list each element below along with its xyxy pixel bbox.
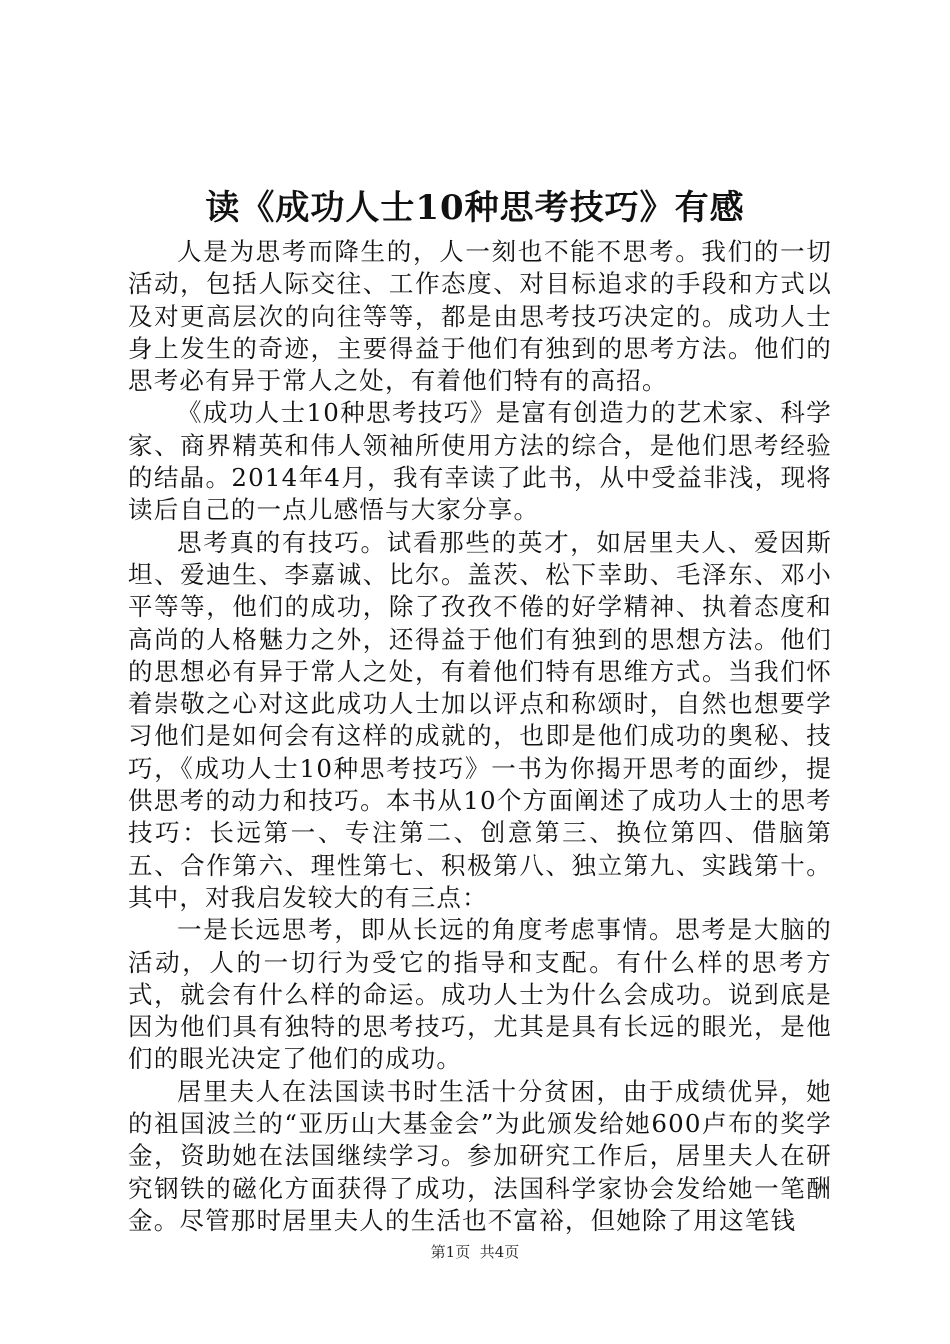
page-footer bbox=[0, 1242, 950, 1262]
footer-separator bbox=[470, 1243, 480, 1261]
paragraph-2: 《成功人士10种思考技巧》是富有创造力的艺术家、科学家、商界精英和伟人领袖所使用方法的综合，是他们思考经验的结晶。2014年4月，我有幸读了此书，从中受益非浅，现将读后自己的一点儿感悟与大家分享。 bbox=[128, 398, 832, 525]
document-body bbox=[128, 236, 832, 1237]
page-number: 第1页 bbox=[430, 1243, 471, 1261]
paragraph-5: 居里夫人在法国读书时生活十分贫困，由于成绩优异，她的祖国波兰的“亚历山大基金会”为此颁发给她600卢布的奖学金，资助她在法国继续学习。参加研究工作后，居里夫人在研究钢铁的磁化方面获得了成功，法国科学家协会发给她一笔酬金。尽管那时居里夫人的生活也不富裕，但她除了用这笔钱 bbox=[128, 1076, 832, 1235]
total-pages: 共4页 bbox=[479, 1243, 520, 1261]
document-title: 读《成功人士10种思考技巧》有感 bbox=[205, 188, 745, 228]
paragraph-3: 思考真的有技巧。试看那些的英才，如居里夫人、爱因斯坦、爱迪生、李嘉诚、比尔。盖茨、松下幸助、毛泽东、邓小平等等，他们的成功，除了孜孜不倦的好学精神、执着态度和高尚的人格魅力之外，还得益于他们有独到的思想方法。他们的思想必有异于常人之处，有着他们特有思维方式。当我们怀着崇敬之心对这此成功人士加以评点和称颂时，自然也想要学习他们是如何会有这样的成就的，也即是他们成功的奥秘、技巧，《成功人士10种思考技巧》一书为你揭开思考的面纱，提供思考的动力和技巧。本书从10个方面阐述了成功人士的思考技巧：长远第一、专注第二、创意第三、换位第四、借脑第五、合作第六、理性第七、积极第八、独立第九、实践第十。其中，对我启发较大的有三点： bbox=[128, 527, 832, 912]
paragraph-4: 一是长远思考，即从长远的角度考虑事情。思考是大脑的活动，人的一切行为受它的指导和支配。有什么样的思考方式，就会有什么样的命运。成功人士为什么会成功。说到底是因为他们具有独特的思考技巧，尤其是具有长远的眼光，是他们的眼光决定了他们的成功。 bbox=[128, 915, 832, 1074]
paragraph-1: 人是为思考而降生的，人一刻也不能不思考。我们的一切活动，包括人际交往、工作态度、对目标追求的手段和方式以及对更高层次的向往等等，都是由思考技巧决定的。成功人士身上发生的奇迹，主要得益于他们有独到的思考方法。他们的思考必有异于常人之处，有着他们特有的高招。 bbox=[128, 237, 832, 396]
